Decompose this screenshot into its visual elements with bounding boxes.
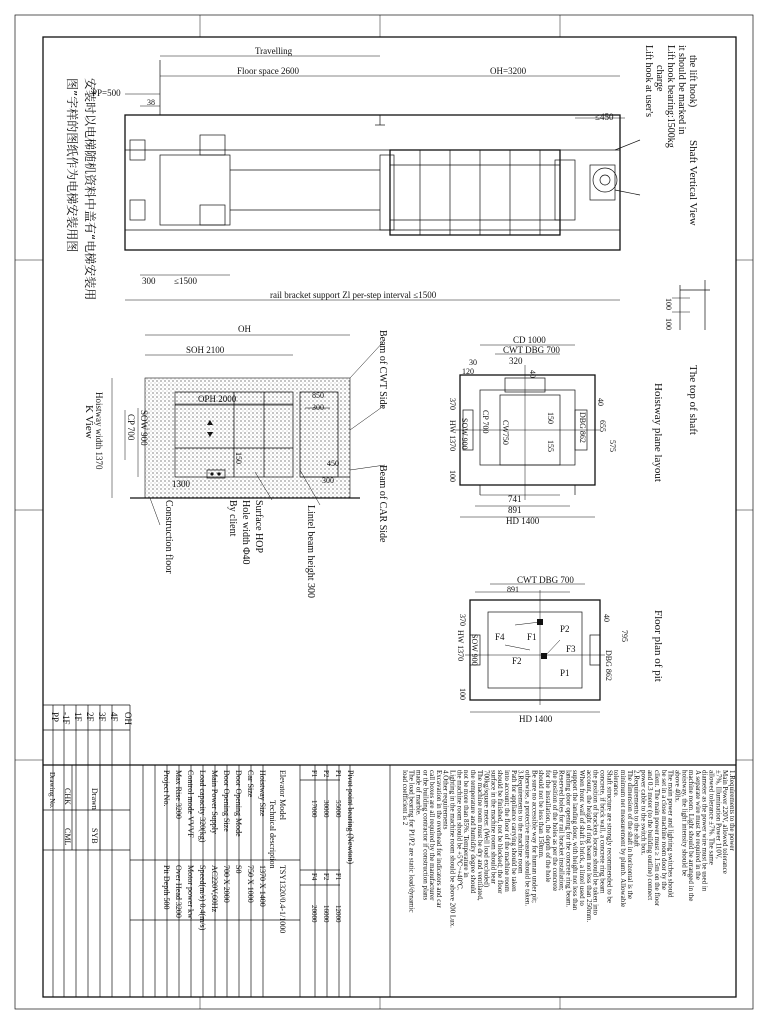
pivot-cell: 12000	[334, 905, 342, 923]
tech-row-value: AC220V,60Hz	[210, 865, 219, 913]
pivot-cell: F1	[334, 873, 342, 881]
requirement-line: load coefficient is 2	[400, 770, 409, 826]
label-drawn: Drawn	[90, 788, 99, 810]
requirement-line: above 40lx.	[673, 770, 682, 803]
requirement-line: hoistway, the light intensity should be	[680, 770, 689, 877]
dim-hp-hd: HD 1400	[506, 516, 540, 526]
requirement-line: be set in a close machine room door by the	[659, 770, 668, 890]
requirement-line: should not be less than 150mm.	[537, 770, 546, 859]
label-rail-bracket: rail bracket support Zl per-step interval ≤1500	[270, 290, 437, 300]
requirement-line: machine room. Light should be arranged in the	[687, 770, 696, 902]
tech-row-label: Door Opening Mode	[234, 770, 243, 837]
requirement-line: When front wall of shaft is brick, a lintel used to	[578, 770, 586, 906]
k-view	[83, 324, 388, 598]
dim-hp-155: 155	[546, 440, 555, 452]
dim-pit-sow: SOW 900	[470, 634, 479, 666]
dim-hp-40: 40	[528, 370, 537, 378]
label-drawing-no: Drawing No.	[48, 772, 56, 809]
label-floor-space: Floor space 2600	[237, 66, 299, 76]
label-pit-f1: F1	[527, 632, 537, 642]
requirement-line: the position of brackets locates should be taken into	[591, 770, 600, 916]
dim-hp-cp: CP 700	[481, 410, 490, 434]
requirement-line: surface in the machine room should bear	[489, 770, 498, 884]
tech-row-value: 1370 X 1400	[258, 865, 267, 907]
pivot-cell: 55000	[334, 800, 342, 818]
title-pit-plan: Floor plan of pit	[652, 610, 664, 682]
dim-k-300a: 300	[312, 403, 324, 412]
tech-row-label: Main Power Supply	[210, 770, 219, 834]
dim-hp-cd: CD 1000	[513, 335, 546, 345]
dim-k-1300: 1300	[172, 479, 190, 489]
tech-row-value: S0	[234, 865, 243, 874]
lift-hook-line-2: charge	[654, 65, 665, 92]
floor-header-2f: 2F	[85, 712, 95, 722]
label-pit-f3: F3	[566, 644, 576, 654]
label-surface-hop: Surface HOP	[253, 500, 264, 554]
requirement-line: or the building contractor if construction plans	[421, 770, 430, 901]
tech-row-label: Car Size	[246, 770, 255, 798]
dim-pit-891: 891	[507, 585, 519, 594]
dim-hp-100: 100	[448, 470, 457, 482]
requirement-line: The main power and lighting switches should	[666, 770, 675, 898]
traction-machine	[593, 168, 617, 192]
label-pp: PP=500	[92, 88, 121, 98]
requirement-line: 4.Other requirements	[441, 770, 450, 830]
dim-pit-cwt-dbg: CWT DBG 700	[517, 575, 574, 585]
title-hoistway-plane: Hoistway plane layout	[652, 383, 664, 482]
lift-hook-line-5: the lift hook)	[687, 55, 698, 108]
requirement-line: Shaft structure are strongly recommended to be	[605, 770, 614, 903]
requirement-line: the position of the holes as per the concrete	[550, 770, 559, 892]
dim-pit-hd: HD 1400	[519, 714, 553, 724]
requirement-line: for the installation, the depth of the hole	[544, 770, 552, 883]
dim-hp-cwt-dbg: CWT DBG 700	[503, 345, 560, 355]
requirement-line: not be more than 85%. Temperature in	[462, 770, 471, 878]
dim-hp-120: 120	[462, 367, 474, 376]
dim-100b: 100	[664, 318, 673, 330]
pivot-cell: P1	[334, 770, 342, 778]
lift-hook-line-1: Lift hook at user's	[643, 45, 654, 118]
tech-row-label: Load capacity 320(kg)	[198, 770, 207, 843]
requirement-line: otherwise, a protective measure should be taken.	[523, 770, 532, 907]
dim-pit-795: 795	[620, 630, 629, 642]
requirement-line: tolerance.	[612, 770, 621, 798]
dim-hp-dbg: DBG 862	[578, 412, 587, 443]
technical-description-table	[130, 765, 300, 997]
dim-pit-370: 370	[458, 614, 467, 626]
label-pit-p2: P2	[560, 624, 570, 634]
requirement-line: and 0.3 meter (to the building outline) connect	[646, 770, 655, 901]
label-pit-f4: F4	[495, 632, 505, 642]
label-lintel: Lintel beam height 300	[305, 505, 316, 599]
dim-k-oph: OPH 2000	[198, 394, 237, 404]
tech-row-value: Motor power kw	[186, 865, 195, 919]
pivot-cell: 16000	[322, 905, 330, 923]
pivot-cell: P2	[322, 770, 330, 778]
pivot-cell: F2	[322, 873, 330, 881]
tech-header-value: TSY1320/0.4-1/1000	[278, 865, 287, 934]
dim-100a: 100	[664, 298, 673, 310]
requirement-line: the temperature and humidity degree should	[469, 770, 477, 894]
lift-hook-note	[643, 45, 698, 148]
drawn-check-block	[43, 765, 130, 850]
lift-hook-line-3: Lift hook bearing:1500kg	[665, 45, 676, 148]
lift-hook-line-4: it should be marked in	[676, 45, 687, 135]
label-hole: Hole width Φ40	[240, 500, 251, 565]
pit-outline	[470, 600, 600, 700]
tech-header-label: Elevator Model	[278, 770, 287, 820]
requirement-line: The machine room must be dry and ventilated,	[475, 770, 484, 901]
floor-table	[43, 705, 133, 997]
dim-k-cp: CP 700	[126, 414, 136, 441]
dim-k-sow: SOW 900	[139, 410, 149, 446]
requirement-line: ±7%, Illumination Power 110V,	[714, 770, 723, 859]
requirement-line: 700kg/square meter. (Well load excluded)	[482, 770, 491, 888]
top-of-shaft	[664, 280, 710, 435]
requirement-line: Excavation in the overhead for indicators and car	[434, 770, 443, 908]
car-door-grill	[160, 155, 230, 225]
tech-subtitle: Technical description	[268, 800, 277, 869]
dim-k-300b: 300	[322, 476, 334, 485]
floor-header-oh: OH	[123, 712, 133, 725]
pit-pivot-p1	[541, 653, 547, 659]
title-top-of-shaft: The top of shaft	[687, 365, 699, 435]
dim-k-150: 150	[234, 452, 243, 464]
pivot-table-title: Pivot point bearing (Newton)	[346, 770, 355, 864]
dim-k-450: 450	[327, 459, 339, 468]
chinese-install-note	[65, 78, 98, 300]
requirement-line: Lighting in the machine room should be above 200 Lux.	[448, 770, 457, 928]
requirement-line: 3.Requirements to the machine room	[516, 770, 525, 874]
requirement-line: landing door opening for the concrete ring beam.	[564, 770, 573, 908]
floor-header-minus-1f: -1F	[61, 712, 71, 725]
dim-hp-30: 30	[469, 358, 477, 367]
pivot-cell: 20000	[310, 905, 318, 923]
dim-hp-sow: SOW 900	[460, 418, 469, 450]
label-beam-car: Beam of CAR Side	[377, 465, 388, 543]
requirement-line: A separate wire must be required in the	[693, 770, 702, 880]
tech-row-value: 750 X 1000	[246, 865, 255, 903]
value-chk-by: CML	[63, 828, 72, 846]
title-block-area	[43, 705, 736, 997]
tech-row-value: Speed(m/s) 0.4(m/s)	[198, 865, 207, 931]
requirement-line: concrete, if brick wall, a concrete ring beam	[598, 770, 607, 894]
label-oh: OH=3200	[490, 66, 527, 76]
floor-header-1f: 1F	[73, 712, 83, 722]
tech-row-label: Max Rise 3200	[174, 770, 183, 819]
requirement-line: made of marble.	[414, 770, 423, 816]
label-travelling: Travelling	[255, 46, 293, 56]
requirement-line: Reserved holes for rail bracket installation;	[557, 770, 566, 891]
floor-header-pp: PP	[50, 712, 60, 723]
title-k-view: K View	[83, 405, 95, 439]
requirement-line: power cable to the switch box.	[639, 770, 648, 856]
tech-row-value: Pit Depth 500	[162, 865, 171, 910]
requirement-line: Be sure no accessible way for human under pit;	[530, 770, 539, 903]
requirement-line: minimum net measurement by plumb. Allowable	[618, 770, 627, 908]
dim-hp-575: 575	[608, 440, 617, 452]
label-construction-floor: Construction floor	[163, 500, 174, 574]
dim-pit-hw: HW 1370	[456, 630, 465, 662]
dim-le450: ≤450	[595, 112, 614, 122]
requirement-line: client. The main power must ≥ 1.5m on the floor	[653, 770, 661, 907]
pivot-cell: F4	[310, 873, 318, 881]
dim-k-hoistway-width: Hoistway width 1370	[94, 392, 104, 470]
dim-k-850: 850	[312, 391, 324, 400]
pivot-cell: F1	[310, 770, 318, 778]
dim-pit-dbg: DBG 862	[604, 650, 613, 681]
requirement-line: 2.Requirements to the shaft	[632, 770, 641, 847]
dim-k-soh: SOH 2100	[186, 345, 225, 355]
requirement-line: Path for appliance carrying should be taken	[509, 770, 518, 892]
dim-hp-150: 150	[546, 412, 555, 424]
car-frame	[390, 150, 560, 235]
dim-le1500: ≤1500	[174, 276, 197, 286]
dim-hp-320: 320	[509, 356, 523, 366]
dim-hp-cw: CW750	[501, 420, 510, 445]
tech-row-label: Project No.	[162, 770, 171, 807]
requirement-line: 1.Requirements to the power	[728, 770, 736, 851]
dim-hp-40b: 40	[596, 398, 605, 406]
label-pit-p1: P1	[560, 668, 570, 678]
requirement-line: allowed tolerance ±7%. The same	[707, 770, 716, 865]
pivot-cell: 30000	[322, 800, 330, 818]
chinese-note-line-2: 图”字样的图纸作为电梯安装用图	[65, 78, 79, 253]
requirement-line: account, the height of ring beam not less than 250mm.	[584, 770, 593, 923]
pivot-bearing-table	[300, 765, 355, 997]
tech-row-label: Door Opening Size	[222, 770, 231, 832]
requirement-line: into account; the floor of the machine room	[503, 770, 512, 892]
dim-hp-655: 655	[598, 420, 607, 432]
dim-hp-891: 891	[508, 505, 522, 515]
floor-plan-of-pit	[456, 575, 664, 724]
requirements-notes	[401, 770, 736, 928]
dim-hp-370: 370	[448, 398, 457, 410]
title-shaft-vertical-view: Shaft Vertical View	[687, 140, 699, 226]
floor-header-3f: 3F	[97, 712, 107, 722]
label-beam-cwt: Beam of CWT Side	[377, 330, 388, 409]
tech-row-label: Hoistway Size	[258, 770, 267, 817]
dim-hp-hw: HW 1370	[448, 420, 457, 452]
tech-row-value: Over Head 3200	[174, 865, 183, 918]
requirement-line: support the landing door, with height not less than	[571, 770, 580, 911]
dim-hp-741: 741	[508, 494, 522, 504]
requirement-line: the machine room should be +5℃~+40℃.	[455, 770, 464, 891]
dim-38: 38	[147, 98, 155, 107]
requirement-line: should be finished, not be blocked; the floor	[496, 770, 505, 894]
requirement-line: The load bearing for P1/P2 are static load/dynamic	[407, 770, 416, 913]
label-chk: CHK	[63, 788, 72, 805]
chinese-note-line-1: 安装时以电梯随机资料中盖有“电梯安装用	[83, 78, 97, 301]
requirement-line: The dimension of the shaft in horizontal is the	[625, 770, 634, 900]
tech-row-label: Control mode VVVF	[186, 770, 195, 838]
requirement-line: diameter as the power wire must be used in	[700, 770, 709, 892]
pivot-cell: 17000	[310, 800, 318, 818]
hoistway-plane-layout	[448, 335, 664, 526]
label-by-client: By client	[227, 500, 238, 537]
requirement-line: Main Power 220V, allowed tolerance	[721, 770, 730, 874]
shaft-vertical-view	[92, 45, 699, 300]
dim-k-oh: OH	[238, 324, 251, 334]
tech-row-value: 700 X 2000	[222, 865, 231, 903]
dim-pit-40: 40	[602, 614, 611, 622]
floor-header-4f: 4F	[109, 712, 119, 722]
requirement-line: call boxes are all required by the manufacturer	[428, 770, 437, 901]
dim-pit-100: 100	[458, 688, 467, 700]
label-pit-f2: F2	[512, 656, 522, 666]
value-drawn-by: SYB	[90, 828, 99, 844]
dim-300: 300	[142, 276, 156, 286]
